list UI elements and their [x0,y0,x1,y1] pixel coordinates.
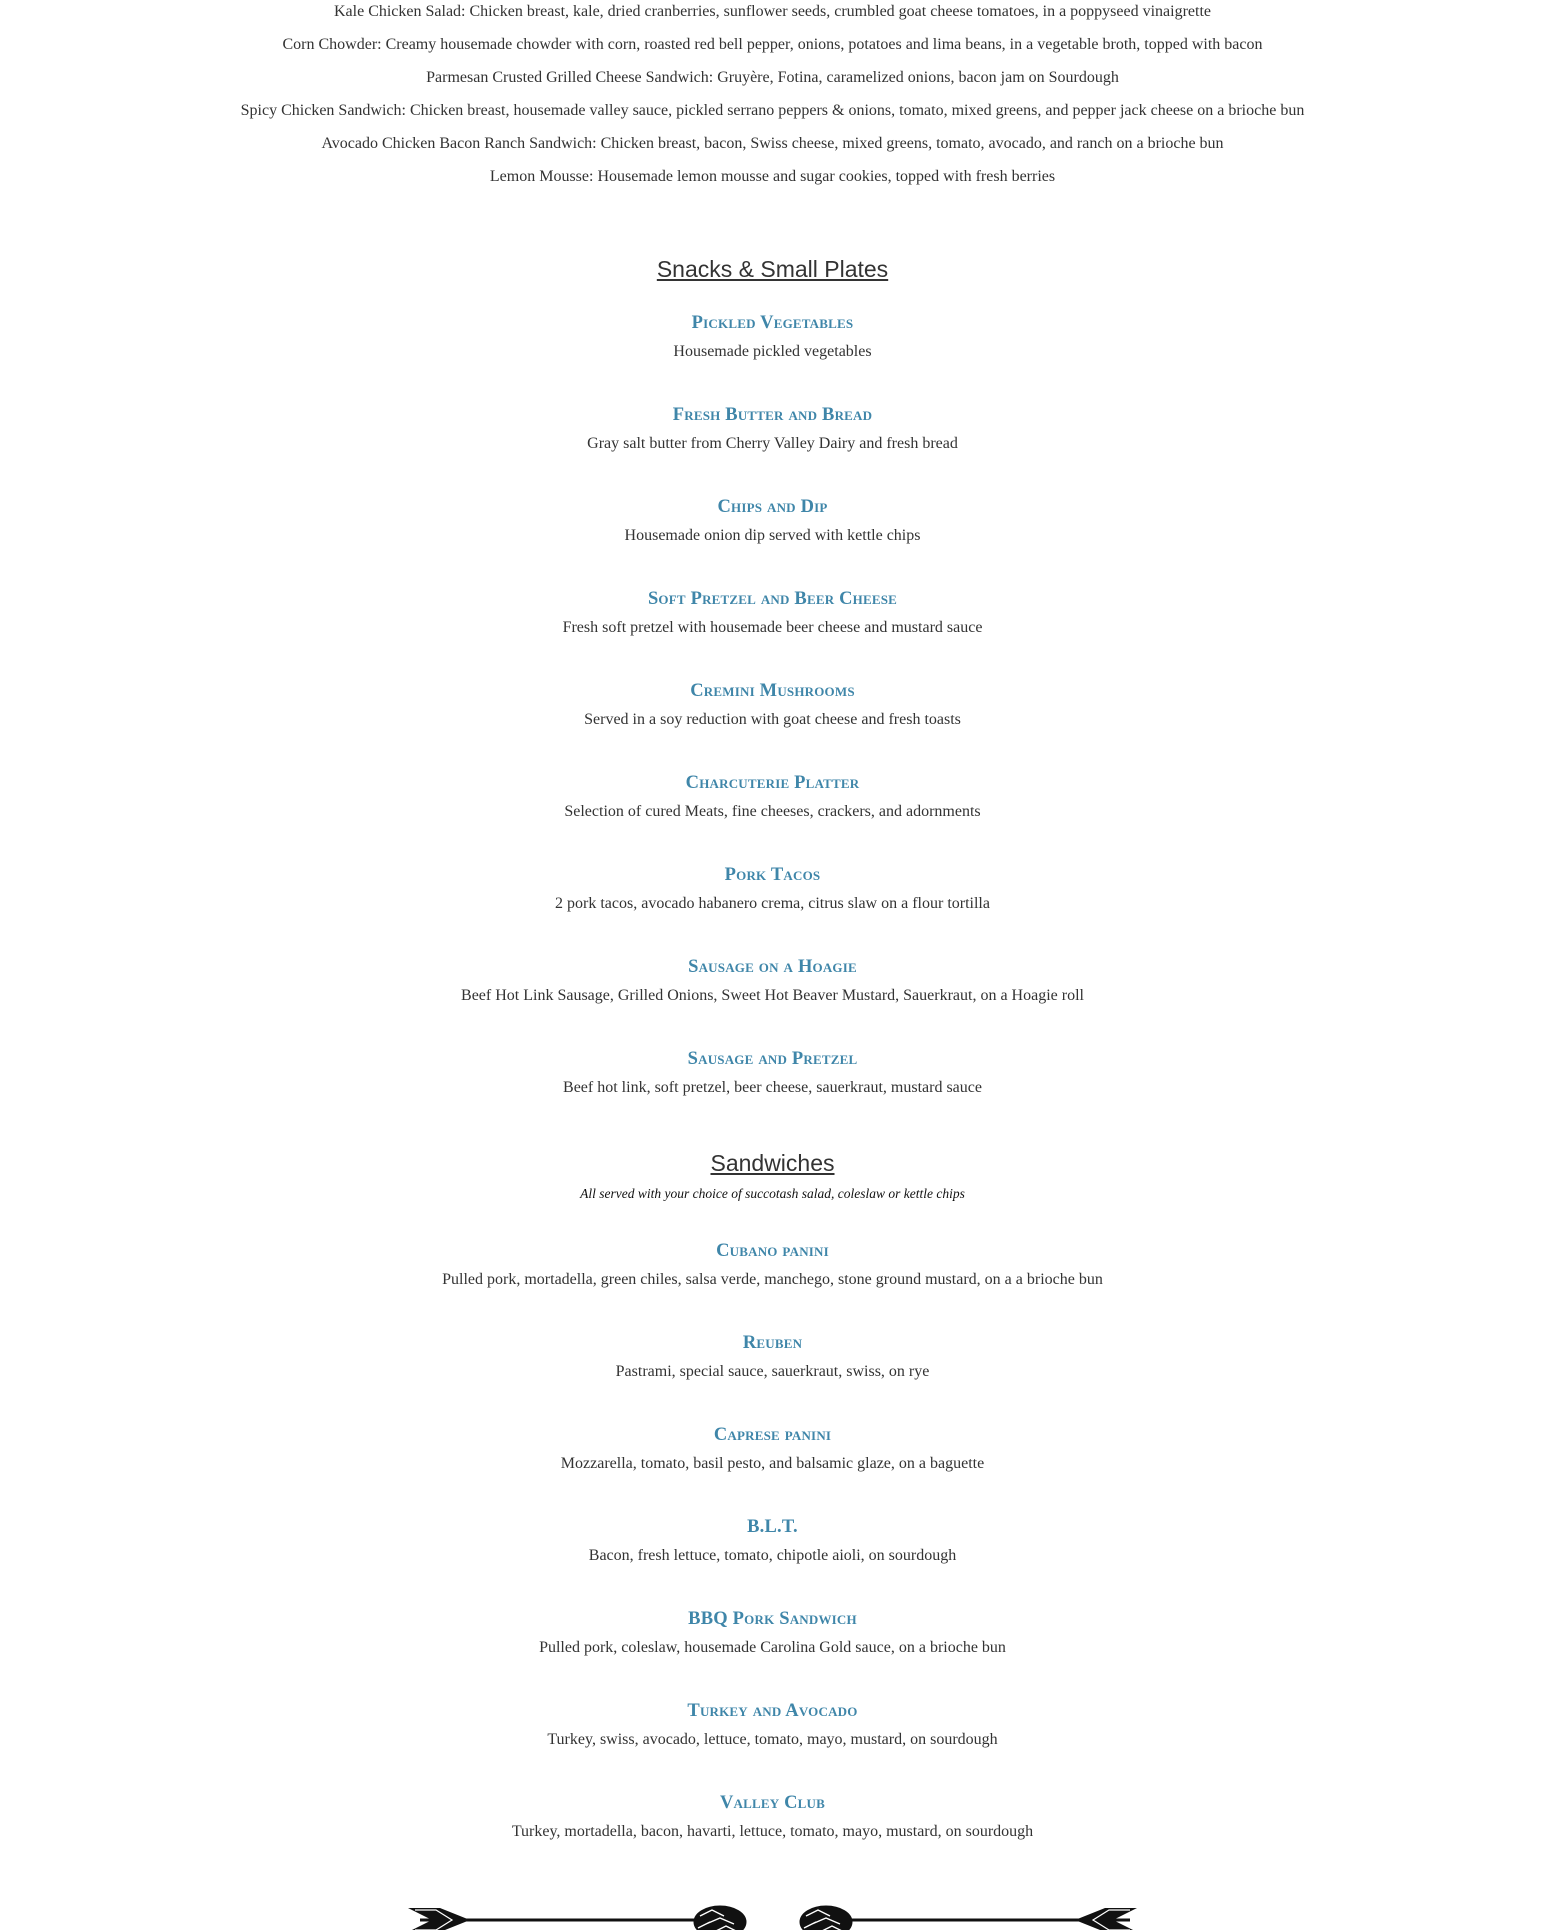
menu-item [0,679,1545,730]
menu-item-name: Pickled Vegetables [691,313,854,333]
menu-item-description: Pulled pork, coleslaw, housemade Carolina Gold sauce, on a brioche bun [539,1639,1006,1656]
menu-item-description: Gray salt butter from Cherry Valley Dairy and fresh bread [587,435,958,452]
top-item: Avocado Chicken Bacon Ranch Sandwich: Chicken breast, bacon, Swiss cheese, mixed greens, tomato, avocado, and ranch on a brioche bun [321,135,1224,152]
sandwiches-section [0,1148,1545,1842]
menu-item-description: 2 pork tacos, avocado habanero crema, citrus slaw on a flour tortilla [555,895,990,912]
top-item: Lemon Mousse: Housemade lemon mousse and sugar cookies, topped with fresh berries [489,168,1056,185]
top-item: Kale Chicken Salad: Chicken breast, kale, dried cranberries, sunflower seeds, crumbled goat cheese tomatoes, in a poppyseed vinaigrette [333,3,1212,20]
menu-item [0,1607,1545,1658]
menu-item [0,1699,1545,1750]
menu-item [0,403,1545,454]
menu-item-name: Chips and Dip [717,497,828,517]
menu-item-description: Beef hot link, soft pretzel, beer cheese, sauerkraut, mustard sauce [563,1079,982,1096]
menu-item-name: Sausage and Pretzel [687,1049,858,1069]
menu-item-description: Mozzarella, tomato, basil pesto, and balsamic glaze, on a baguette [560,1455,985,1472]
menu-item-name: Caprese panini [713,1425,832,1445]
section-title-snacks: Snacks & Small Plates [656,256,889,282]
menu-item-description: Pulled pork, mortadella, green chiles, salsa verde, manchego, stone ground mustard, on a a brioche bun [442,1271,1103,1288]
menu-item-description: Beef Hot Link Sausage, Grilled Onions, Sweet Hot Beaver Mustard, Sauerkraut, on a Hoagie roll [461,987,1084,1004]
menu-item-name: Cremini Mushrooms [690,681,855,701]
menu-item-description: Selection of cured Meats, fine cheeses, crackers, and adornments [564,803,981,820]
menu-item-name: Cubano panini [716,1241,829,1261]
menu-item [0,495,1545,546]
menu-item-name: Reuben [742,1333,803,1353]
menu-item-description: Housemade onion dip served with kettle chips [624,527,921,544]
menu-item-name: Pork Tacos [724,865,821,885]
menu-item [0,587,1545,638]
top-item-list [0,0,1545,200]
menu-item-name: B.L.T. [747,1517,798,1537]
menu-item-description: Turkey, swiss, avocado, lettuce, tomato, mayo, mustard, on sourdough [547,1731,998,1748]
menu-item-name: Charcuterie Platter [685,773,860,793]
arrow-and-hops-divider-icon [0,1900,1545,1930]
menu-item-name: Valley Club [719,1793,826,1813]
menu-item-name: BBQ Pork Sandwich [688,1609,857,1629]
menu-item [0,1047,1545,1098]
menu-item [0,863,1545,914]
menu-item-name: Soft Pretzel and Beer Cheese [647,589,898,609]
top-item: Corn Chowder: Creamy housemade chowder with corn, roasted red bell pepper, onions, potatoes and lima beans, in a vegetable broth, topped with bacon [282,36,1263,53]
snacks-section [0,254,1545,1098]
menu-item-description: Turkey, mortadella, bacon, havarti, lettuce, tomato, mayo, mustard, on sourdough [511,1823,1034,1840]
menu-item [0,771,1545,822]
menu-item-name: Fresh Butter and Bread [672,405,873,425]
menu-item-name: Sausage on a Hoagie [688,957,857,977]
menu-item-description: Housemade pickled vegetables [673,343,872,360]
section-note: All served with your choice of succotash salad, coleslaw or kettle chips [580,1186,965,1201]
menu-item [0,1791,1545,1842]
menu-item [0,1331,1545,1382]
menu-item [0,1423,1545,1474]
menu-item-description: Served in a soy reduction with goat cheese and fresh toasts [584,711,961,728]
menu-item-description: Pastrami, special sauce, sauerkraut, swiss, on rye [615,1363,930,1380]
menu-item-description: Bacon, fresh lettuce, tomato, chipotle aioli, on sourdough [588,1547,957,1564]
menu-item [0,311,1545,362]
top-item: Spicy Chicken Sandwich: Chicken breast, housemade valley sauce, pickled serrano peppers & onions, tomato, mixed greens, and pepper jack cheese on a brioche bun [240,102,1305,119]
section-title-sandwiches: Sandwiches [710,1150,835,1176]
menu-item-name: Turkey and Avocado [687,1701,858,1721]
menu-item [0,1239,1545,1290]
menu-item [0,1515,1545,1566]
menu-item [0,955,1545,1006]
top-item: Parmesan Crusted Grilled Cheese Sandwich: Gruyère, Fotina, caramelized onions, bacon jam on Sourdough [426,69,1119,86]
menu-item-description: Fresh soft pretzel with housemade beer cheese and mustard sauce [562,619,983,636]
